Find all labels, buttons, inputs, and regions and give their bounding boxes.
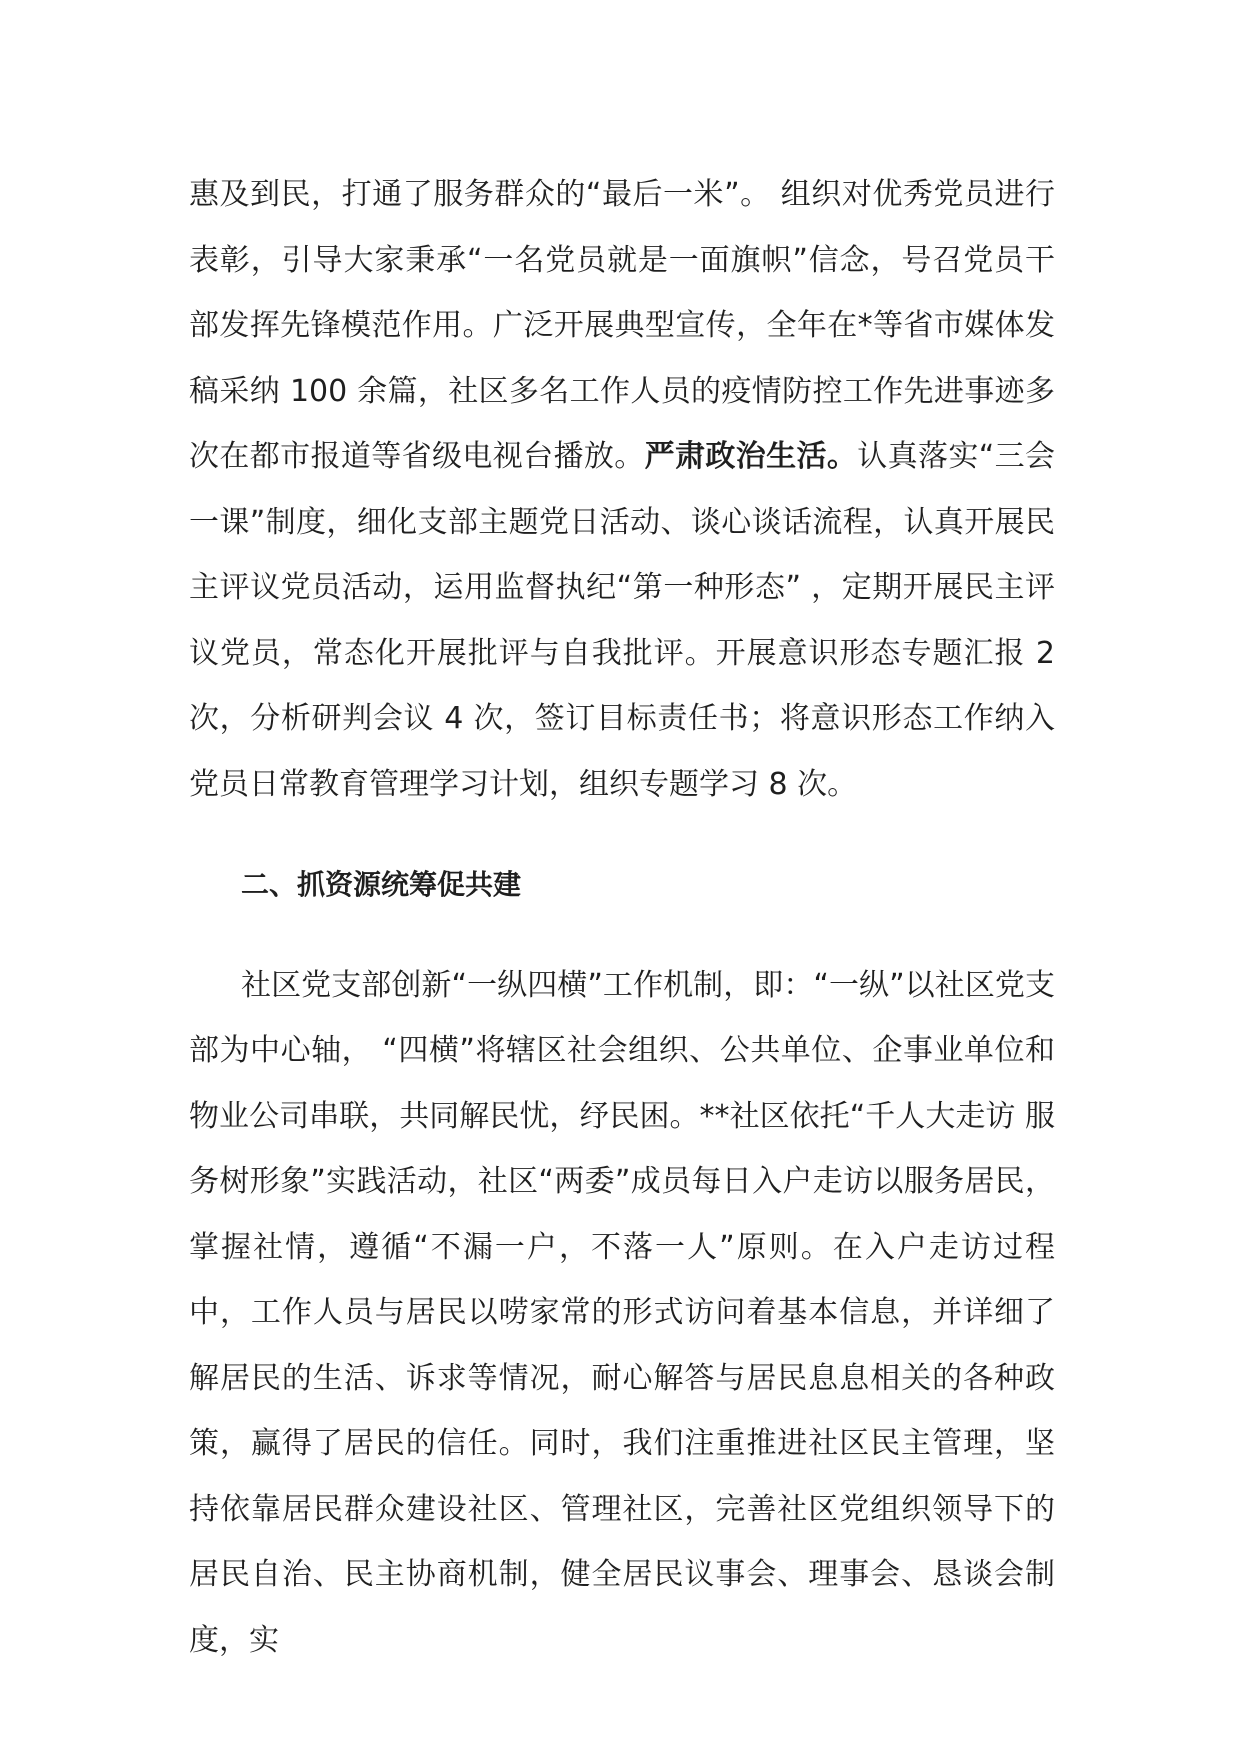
- paragraph-1-text-start: 惠及到民，打通了服务群众的“最后一米”。 组织对优秀党员进行表彰，引导大家秉承“一名党员就是一面旗帜”信念，号召党员干部发挥先锋模范作用。广泛开展典型宣传，全年在*等省市媒体发稿采纳 100 余篇，社区多名工作人员的疫情防控工作先进事迹多次在都市报道等省级电视台播放。: [189, 177, 1055, 474]
- paragraph-1-bold-phrase: 严肃政治生活。: [644, 439, 858, 474]
- section-heading: 二、抓资源统筹促共建: [241, 868, 522, 901]
- paragraph-1-text-end: 认真落实“三会一课”制度，细化支部主题党日活动、谈心谈话流程，认真开展民主评议党员活动，运用监督执纪“第一种形态” ，定期开展民主评议党员，常态化开展批评与自我批评。开展意识形态专题汇报 2 次，分析研判会议 4 次，签订目标责任书；将意识形态工作纳入党员日常教育管理学习计划，组织专题学习 8 次。: [189, 439, 1056, 802]
- body-paragraph-2: 社区党支部创新“一纵四横”工作机制，即：“一纵”以社区党支部为中心轴， “四横”将辖区社会组织、公共单位、企事业单位和物业公司串联，共同解民忧，纾民困。**社区依托“千人大走访 服务树形象”实践活动，社区“两委”成员每日入户走访以服务居民，掌握社情，遵循“不漏一户，不落一人”原则。在入户走访过程中，工作人员与居民以唠家常的形式访问着基本信息，并详细了解居民的生活、诉求等情况，耐心解答与居民息息相关的各种政策，赢得了居民的信任。同时，我们注重推进社区民主管理，坚持依靠居民群众建设社区、管理社区，完善社区党组织领导下的居民自治、民主协商机制，健全居民议事会、理事会、恳谈会制度，实: [189, 967, 1055, 1658]
- document-body: [189, 162, 1055, 1673]
- body-paragraph-1: [189, 162, 1055, 817]
